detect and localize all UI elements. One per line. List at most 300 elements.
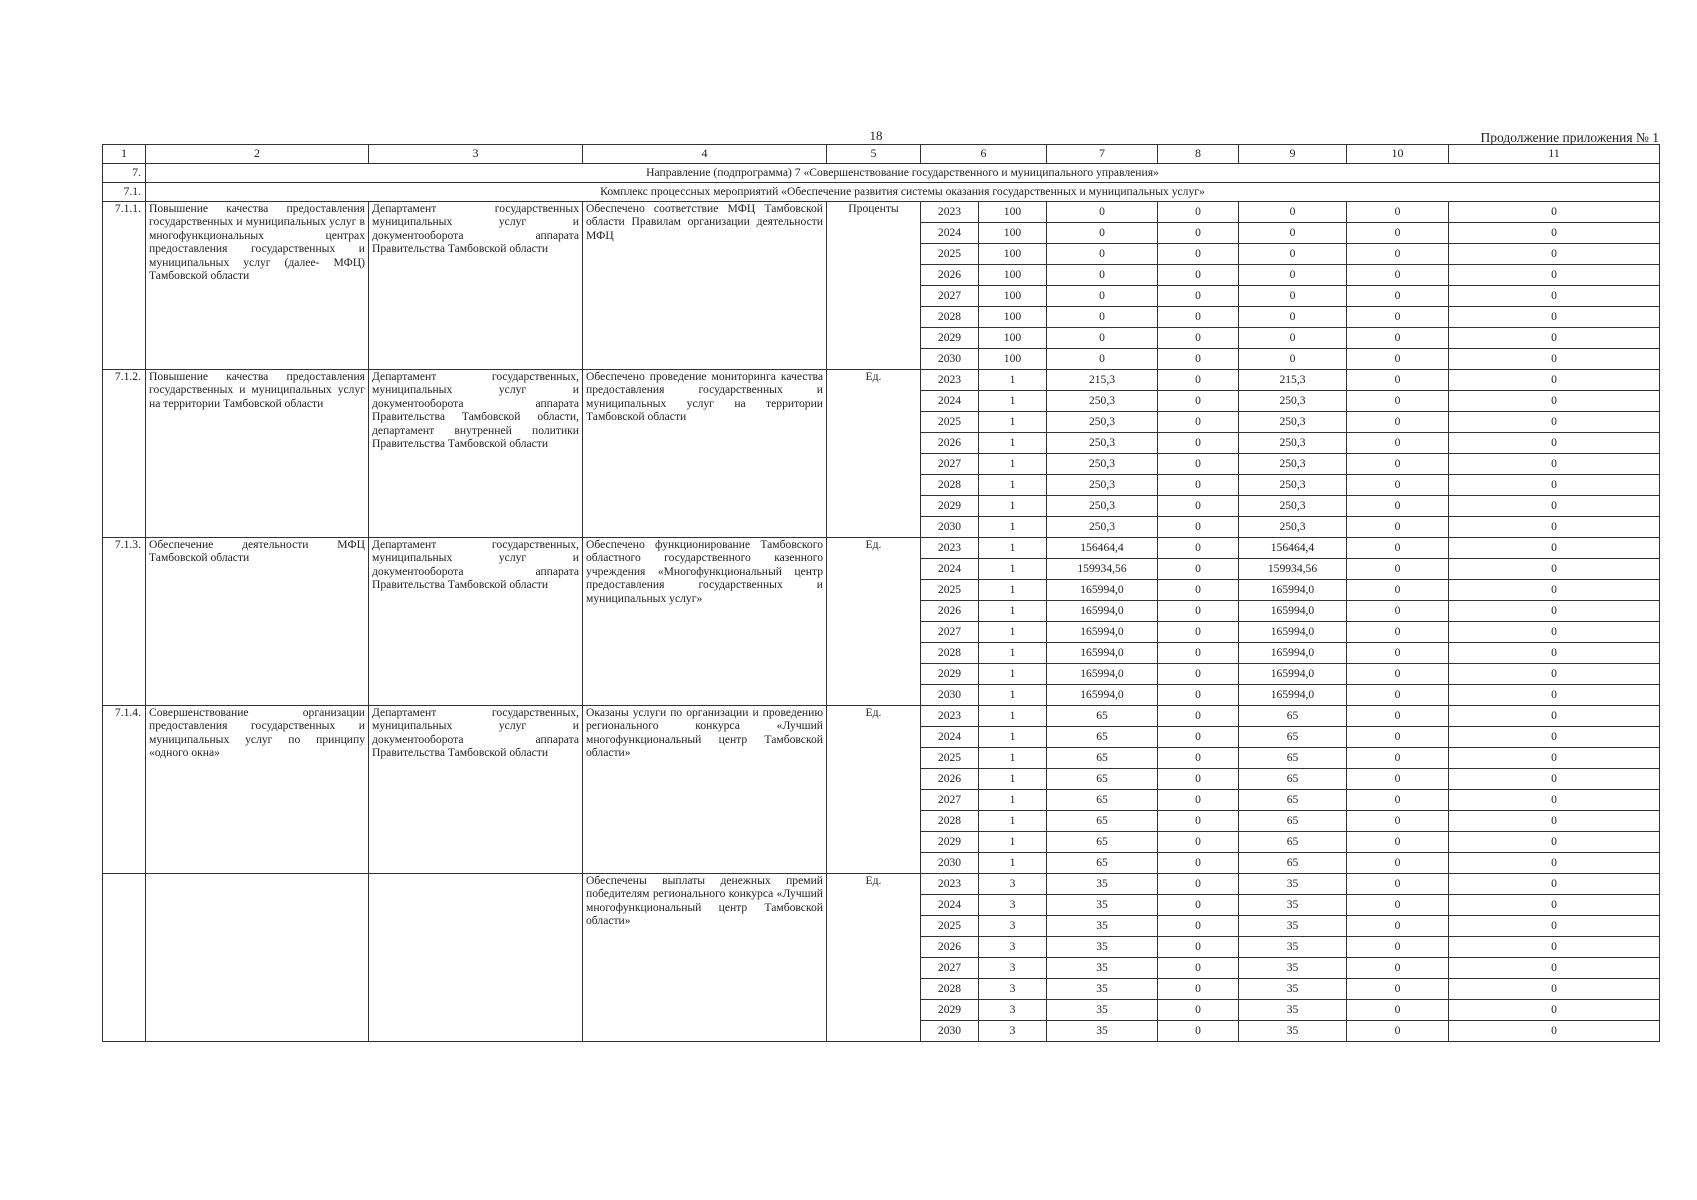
result: Обеспечено соответствие МФЦ Тамбовской области Правилам организации деятельности МФЦ [583,202,827,370]
target-value: 100 [979,223,1047,244]
extrabudgetary: 0 [1449,937,1660,958]
measure-name: Повышение качества предоставления государственных и муниципальных услуг в многофункциональных центрах предоставления государственных и муниципальных услуг (далее- МФЦ) Тамбовской области [146,202,369,370]
federal-budget: 0 [1158,769,1239,790]
federal-budget: 0 [1158,412,1239,433]
federal-budget: 0 [1158,496,1239,517]
federal-budget: 0 [1158,664,1239,685]
target-value: 1 [979,811,1047,832]
year: 2026 [921,265,979,286]
col-number: 11 [1449,145,1660,164]
col-number: 3 [369,145,583,164]
extrabudgetary: 0 [1449,958,1660,979]
target-value: 100 [979,244,1047,265]
total-funding: 165994,0 [1047,643,1158,664]
year: 2030 [921,853,979,874]
extrabudgetary: 0 [1449,223,1660,244]
extrabudgetary: 0 [1449,475,1660,496]
table-row [103,370,1660,391]
total-funding: 0 [1047,223,1158,244]
extrabudgetary: 0 [1449,916,1660,937]
total-funding: 0 [1047,286,1158,307]
year: 2030 [921,349,979,370]
local-budget: 0 [1347,265,1449,286]
year: 2027 [921,622,979,643]
total-funding: 250,3 [1047,412,1158,433]
local-budget: 0 [1347,748,1449,769]
year: 2023 [921,538,979,559]
subsection-number: 7.1. [103,183,146,202]
local-budget: 0 [1347,307,1449,328]
extrabudgetary: 0 [1449,265,1660,286]
local-budget: 0 [1347,538,1449,559]
measure-name [146,874,369,1042]
total-funding: 65 [1047,727,1158,748]
local-budget: 0 [1347,370,1449,391]
local-budget: 0 [1347,475,1449,496]
year: 2025 [921,748,979,769]
target-value: 1 [979,475,1047,496]
local-budget: 0 [1347,202,1449,223]
federal-budget: 0 [1158,748,1239,769]
regional-budget: 250,3 [1239,433,1347,454]
target-value: 100 [979,286,1047,307]
table-row [103,538,1660,559]
federal-budget: 0 [1158,790,1239,811]
group-number [103,874,146,1042]
regional-budget: 35 [1239,874,1347,895]
regional-budget: 65 [1239,853,1347,874]
extrabudgetary: 0 [1449,370,1660,391]
year: 2023 [921,874,979,895]
total-funding: 65 [1047,769,1158,790]
target-value: 100 [979,328,1047,349]
total-funding: 35 [1047,1021,1158,1042]
year: 2025 [921,244,979,265]
year: 2029 [921,328,979,349]
year: 2023 [921,202,979,223]
year: 2027 [921,454,979,475]
regional-budget: 35 [1239,1000,1347,1021]
total-funding: 165994,0 [1047,601,1158,622]
executor: Департамент государственных, муниципальных услуг и документооборота аппарата Правительства Тамбовской области [369,706,583,874]
col-number: 6 [921,145,1047,164]
regional-budget: 165994,0 [1239,643,1347,664]
year: 2025 [921,412,979,433]
federal-budget: 0 [1158,391,1239,412]
column-number-row [103,145,1660,164]
regional-budget: 0 [1239,286,1347,307]
federal-budget: 0 [1158,895,1239,916]
regional-budget: 250,3 [1239,517,1347,538]
total-funding: 35 [1047,874,1158,895]
total-funding: 35 [1047,979,1158,1000]
year: 2029 [921,1000,979,1021]
total-funding: 65 [1047,748,1158,769]
federal-budget: 0 [1158,874,1239,895]
total-funding: 35 [1047,958,1158,979]
total-funding: 65 [1047,832,1158,853]
regional-budget: 156464,4 [1239,538,1347,559]
col-number: 9 [1239,145,1347,164]
local-budget: 0 [1347,454,1449,475]
local-budget: 0 [1347,937,1449,958]
regional-budget: 65 [1239,727,1347,748]
federal-budget: 0 [1158,622,1239,643]
regional-budget: 35 [1239,895,1347,916]
local-budget: 0 [1347,685,1449,706]
executor [369,874,583,1042]
unit: Ед. [827,706,921,874]
target-value: 100 [979,307,1047,328]
total-funding: 0 [1047,202,1158,223]
local-budget: 0 [1347,706,1449,727]
target-value: 1 [979,790,1047,811]
result: Оказаны услуги по организации и проведению регионального конкурса «Лучший многофункциональный центр Тамбовской области» [583,706,827,874]
year: 2026 [921,433,979,454]
regional-budget: 250,3 [1239,454,1347,475]
extrabudgetary: 0 [1449,874,1660,895]
col-number: 2 [146,145,369,164]
federal-budget: 0 [1158,475,1239,496]
total-funding: 0 [1047,349,1158,370]
federal-budget: 0 [1158,601,1239,622]
executor: Департамент государственных, муниципальных услуг и документооборота аппарата Правительства Тамбовской области [369,538,583,706]
year: 2029 [921,664,979,685]
federal-budget: 0 [1158,580,1239,601]
federal-budget: 0 [1158,937,1239,958]
target-value: 1 [979,496,1047,517]
extrabudgetary: 0 [1449,979,1660,1000]
regional-budget: 165994,0 [1239,664,1347,685]
local-budget: 0 [1347,223,1449,244]
extrabudgetary: 0 [1449,895,1660,916]
regional-budget: 0 [1239,202,1347,223]
target-value: 1 [979,580,1047,601]
regional-budget: 0 [1239,349,1347,370]
executor: Департамент государственных, муниципальных услуг и документооборота аппарата Правительства Тамбовской области, департамент внутренней политики Правительства Тамбовской области [369,370,583,538]
total-funding: 250,3 [1047,433,1158,454]
year: 2028 [921,979,979,1000]
target-value: 1 [979,433,1047,454]
local-budget: 0 [1347,958,1449,979]
regional-budget: 250,3 [1239,475,1347,496]
regional-budget: 0 [1239,244,1347,265]
year: 2023 [921,706,979,727]
year: 2028 [921,307,979,328]
target-value: 1 [979,559,1047,580]
target-value: 3 [979,1021,1047,1042]
year: 2026 [921,769,979,790]
year: 2029 [921,496,979,517]
col-number: 10 [1347,145,1449,164]
target-value: 100 [979,349,1047,370]
total-funding: 65 [1047,706,1158,727]
unit: Ед. [827,538,921,706]
table-row [103,706,1660,727]
federal-budget: 0 [1158,643,1239,664]
total-funding: 215,3 [1047,370,1158,391]
total-funding: 250,3 [1047,517,1158,538]
subsection-title: Комплекс процессных мероприятий «Обеспечение развития системы оказания государственных и муниципальных услуг» [146,183,1660,202]
local-budget: 0 [1347,811,1449,832]
local-budget: 0 [1347,790,1449,811]
extrabudgetary: 0 [1449,307,1660,328]
total-funding: 156464,4 [1047,538,1158,559]
local-budget: 0 [1347,727,1449,748]
year: 2028 [921,475,979,496]
year: 2027 [921,790,979,811]
federal-budget: 0 [1158,538,1239,559]
regional-budget: 250,3 [1239,412,1347,433]
result: Обеспечено функционирование Тамбовского областного государственного казенного учреждения «Многофункциональный центр предоставления государственных и муниципальных услуг» [583,538,827,706]
local-budget: 0 [1347,496,1449,517]
year: 2030 [921,1021,979,1042]
regional-budget: 65 [1239,790,1347,811]
total-funding: 35 [1047,1000,1158,1021]
federal-budget: 0 [1158,202,1239,223]
continuation-note: Продолжение приложения № 1 [1480,130,1659,145]
local-budget: 0 [1347,643,1449,664]
local-budget: 0 [1347,874,1449,895]
regional-budget: 65 [1239,769,1347,790]
section-title: Направление (подпрограмма) 7 «Совершенствование государственного и муниципального управления» [146,164,1660,183]
extrabudgetary: 0 [1449,244,1660,265]
year: 2024 [921,895,979,916]
federal-budget: 0 [1158,286,1239,307]
extrabudgetary: 0 [1449,538,1660,559]
measure-name: Совершенствование организации предоставления государственных и муниципальных услуг по принципу «одного окна» [146,706,369,874]
year: 2024 [921,559,979,580]
total-funding: 159934,56 [1047,559,1158,580]
target-value: 3 [979,1000,1047,1021]
extrabudgetary: 0 [1449,601,1660,622]
total-funding: 250,3 [1047,391,1158,412]
local-budget: 0 [1347,895,1449,916]
year: 2027 [921,958,979,979]
extrabudgetary: 0 [1449,643,1660,664]
total-funding: 65 [1047,811,1158,832]
extrabudgetary: 0 [1449,496,1660,517]
target-value: 1 [979,622,1047,643]
total-funding: 165994,0 [1047,664,1158,685]
regional-budget: 0 [1239,265,1347,286]
local-budget: 0 [1347,433,1449,454]
table-row [103,202,1660,223]
total-funding: 250,3 [1047,496,1158,517]
federal-budget: 0 [1158,349,1239,370]
extrabudgetary: 0 [1449,664,1660,685]
regional-budget: 250,3 [1239,496,1347,517]
target-value: 3 [979,874,1047,895]
measure-name: Обеспечение деятельности МФЦ Тамбовской области [146,538,369,706]
extrabudgetary: 0 [1449,559,1660,580]
program-table [102,144,1660,1042]
extrabudgetary: 0 [1449,391,1660,412]
target-value: 1 [979,538,1047,559]
local-budget: 0 [1347,769,1449,790]
federal-budget: 0 [1158,265,1239,286]
extrabudgetary: 0 [1449,832,1660,853]
result: Обеспечены выплаты денежных премий победителям регионального конкурса «Лучший многофункциональный центр Тамбовской области» [583,874,827,1042]
extrabudgetary: 0 [1449,853,1660,874]
total-funding: 35 [1047,916,1158,937]
col-number: 7 [1047,145,1158,164]
federal-budget: 0 [1158,706,1239,727]
federal-budget: 0 [1158,685,1239,706]
year: 2028 [921,811,979,832]
year: 2029 [921,832,979,853]
regional-budget: 35 [1239,937,1347,958]
local-budget: 0 [1347,601,1449,622]
regional-budget: 159934,56 [1239,559,1347,580]
local-budget: 0 [1347,517,1449,538]
federal-budget: 0 [1158,979,1239,1000]
regional-budget: 0 [1239,223,1347,244]
target-value: 1 [979,517,1047,538]
federal-budget: 0 [1158,1000,1239,1021]
year: 2030 [921,685,979,706]
local-budget: 0 [1347,1000,1449,1021]
federal-budget: 0 [1158,958,1239,979]
unit: Ед. [827,874,921,1042]
total-funding: 35 [1047,895,1158,916]
federal-budget: 0 [1158,454,1239,475]
target-value: 1 [979,832,1047,853]
local-budget: 0 [1347,853,1449,874]
target-value: 1 [979,727,1047,748]
result: Обеспечено проведение мониторинга качества предоставления государственных и муниципальных услуг на территории Тамбовской области [583,370,827,538]
extrabudgetary: 0 [1449,433,1660,454]
extrabudgetary: 0 [1449,454,1660,475]
unit: Проценты [827,202,921,370]
federal-budget: 0 [1158,433,1239,454]
total-funding: 65 [1047,853,1158,874]
federal-budget: 0 [1158,727,1239,748]
local-budget: 0 [1347,286,1449,307]
extrabudgetary: 0 [1449,349,1660,370]
target-value: 3 [979,895,1047,916]
local-budget: 0 [1347,580,1449,601]
executor: Департамент государственных муниципальных услуг и документооборота аппарата Правительства Тамбовской области [369,202,583,370]
federal-budget: 0 [1158,328,1239,349]
regional-budget: 215,3 [1239,370,1347,391]
regional-budget: 165994,0 [1239,685,1347,706]
col-number: 8 [1158,145,1239,164]
total-funding: 0 [1047,307,1158,328]
total-funding: 250,3 [1047,454,1158,475]
target-value: 3 [979,979,1047,1000]
target-value: 1 [979,391,1047,412]
federal-budget: 0 [1158,811,1239,832]
measure-name: Повышение качества предоставления государственных и муниципальных услуг на территории Тамбовской области [146,370,369,538]
extrabudgetary: 0 [1449,727,1660,748]
total-funding: 165994,0 [1047,580,1158,601]
target-value: 1 [979,412,1047,433]
year: 2024 [921,391,979,412]
year: 2023 [921,370,979,391]
regional-budget: 165994,0 [1239,580,1347,601]
regional-budget: 165994,0 [1239,622,1347,643]
extrabudgetary: 0 [1449,811,1660,832]
regional-budget: 65 [1239,832,1347,853]
total-funding: 0 [1047,265,1158,286]
local-budget: 0 [1347,244,1449,265]
extrabudgetary: 0 [1449,1021,1660,1042]
extrabudgetary: 0 [1449,517,1660,538]
col-number: 5 [827,145,921,164]
target-value: 1 [979,643,1047,664]
regional-budget: 35 [1239,958,1347,979]
page-number: 18 [869,128,883,143]
unit: Ед. [827,370,921,538]
regional-budget: 165994,0 [1239,601,1347,622]
subsection-row [103,183,1660,202]
target-value: 1 [979,748,1047,769]
year: 2025 [921,916,979,937]
group-number: 7.1.4. [103,706,146,874]
federal-budget: 0 [1158,244,1239,265]
year: 2025 [921,580,979,601]
year: 2026 [921,937,979,958]
group-number: 7.1.1. [103,202,146,370]
local-budget: 0 [1347,412,1449,433]
year: 2028 [921,643,979,664]
group-number: 7.1.3. [103,538,146,706]
regional-budget: 0 [1239,307,1347,328]
regional-budget: 65 [1239,706,1347,727]
local-budget: 0 [1347,832,1449,853]
target-value: 3 [979,916,1047,937]
target-value: 1 [979,601,1047,622]
year: 2026 [921,601,979,622]
regional-budget: 250,3 [1239,391,1347,412]
extrabudgetary: 0 [1449,286,1660,307]
federal-budget: 0 [1158,223,1239,244]
target-value: 1 [979,769,1047,790]
local-budget: 0 [1347,622,1449,643]
regional-budget: 65 [1239,811,1347,832]
year: 2030 [921,517,979,538]
total-funding: 0 [1047,244,1158,265]
regional-budget: 35 [1239,916,1347,937]
target-value: 1 [979,664,1047,685]
target-value: 100 [979,265,1047,286]
target-value: 1 [979,706,1047,727]
total-funding: 165994,0 [1047,685,1158,706]
target-value: 3 [979,937,1047,958]
table-row [103,874,1660,895]
target-value: 1 [979,685,1047,706]
target-value: 1 [979,370,1047,391]
regional-budget: 0 [1239,328,1347,349]
regional-budget: 65 [1239,748,1347,769]
col-number: 1 [103,145,146,164]
extrabudgetary: 0 [1449,328,1660,349]
group-number: 7.1.2. [103,370,146,538]
total-funding: 65 [1047,790,1158,811]
federal-budget: 0 [1158,517,1239,538]
target-value: 100 [979,202,1047,223]
total-funding: 165994,0 [1047,622,1158,643]
total-funding: 0 [1047,328,1158,349]
extrabudgetary: 0 [1449,685,1660,706]
section-row [103,164,1660,183]
local-budget: 0 [1347,391,1449,412]
extrabudgetary: 0 [1449,412,1660,433]
local-budget: 0 [1347,979,1449,1000]
federal-budget: 0 [1158,916,1239,937]
col-number: 4 [583,145,827,164]
